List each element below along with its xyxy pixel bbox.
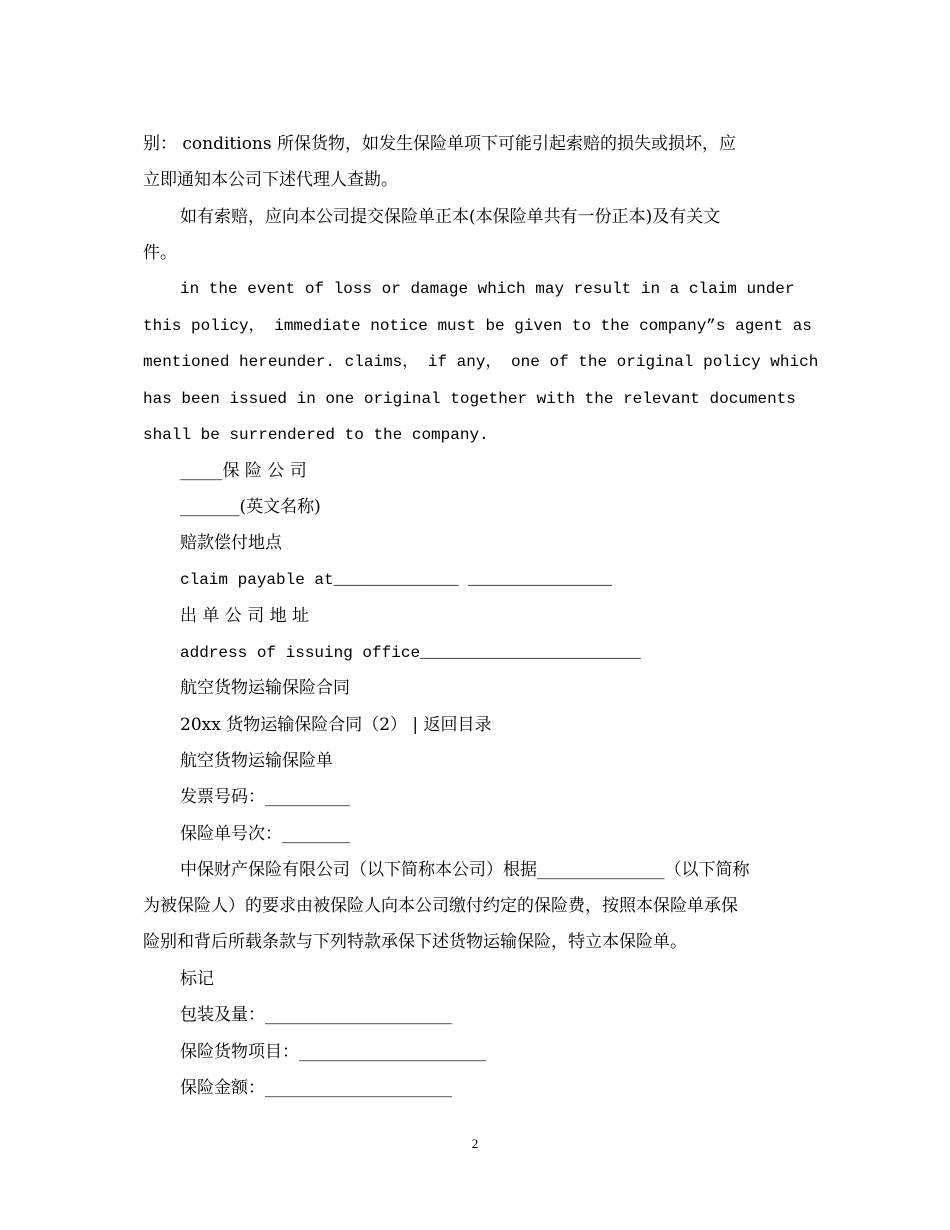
text-line: address of issuing office_______________________ [180,644,641,662]
text-line: _______(英文名称) [180,497,321,517]
text-line: 出 单 公 司 地 址 [180,606,310,626]
text-line: 航空货物运输保险单 [180,751,333,771]
text-line: in the event of loss or damage which may result in a claim under [180,280,795,298]
toc-link-line[interactable]: 20xx 货物运输保险合同（2） | 返回目录 [180,715,492,735]
text-line: 险别和背后所载条款与下列特款承保下述货物运输保险，特立本保险单。 [143,932,687,952]
text-line: 保险单号次：________ [180,824,350,844]
text-line: 发票号码：__________ [180,787,350,807]
text-line: 赔款偿付地点 [180,533,282,553]
text-line: 别： conditions 所保货物，如发生保险单项下可能引起索赔的损失或损坏，应 [143,134,737,154]
text-line: 中保财产保险有限公司（以下简称本公司）根据_______________（以下简称 [180,860,750,880]
text-line: 立即通知本公司下述代理人查勘。 [143,170,398,190]
text-line: claim payable at_____________ _______________ [180,571,613,589]
text-line: 保险金额：______________________ [180,1078,452,1098]
text-line: shall be surrendered to the company. [143,426,489,444]
text-line: 标记 [180,969,214,989]
text-line: this policy， immediate notice must be given to the company”s agent as [143,317,812,335]
page-number: 2 [471,1136,479,1151]
text-line: has been issued in one original together with the relevant documents [143,390,796,408]
text-line: mentioned hereunder. claims， if any， one of the original policy which [143,353,819,371]
text-line: 航空货物运输保险合同 [180,678,350,698]
text-line: 如有索赔，应向本公司提交保险单正本(本保险单共有一份正本)及有关文 [180,207,721,227]
text-line: 保险货物项目：______________________ [180,1042,486,1062]
text-line: _____保 险 公 司 [180,461,307,481]
text-line: 包装及量：______________________ [180,1005,452,1025]
text-line: 件。 [143,243,177,263]
text-line: 为被保险人）的要求由被保险人向本公司缴付约定的保险费，按照本保险单承保 [143,896,738,916]
